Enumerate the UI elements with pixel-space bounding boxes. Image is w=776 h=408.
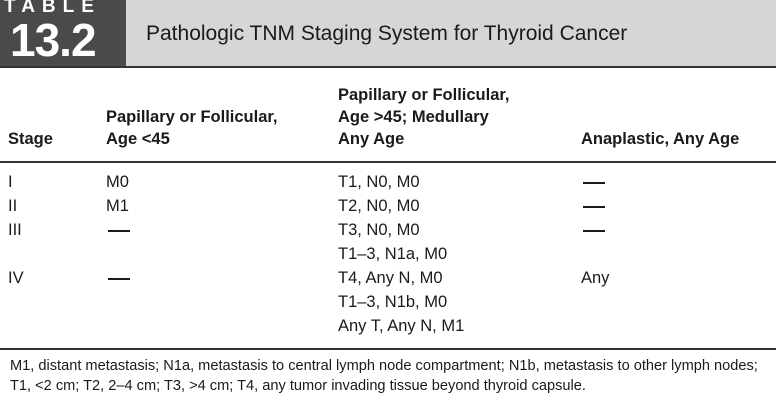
row-1-pf-young: M0 (106, 173, 129, 191)
row-3-anaplastic-dash (583, 230, 605, 232)
footnote: M1, distant metastasis; N1a, metastasis to central lymph node compartment; N1b, metastasis to other lymph nodes; T1, <2 cm; T2, 2–4 cm; T3, >4 cm; T4, any tumor invading tissue beyond thyroid capsule. (10, 358, 758, 394)
row-1-anaplastic-dash (583, 182, 605, 184)
header-pf-old-line3: Any Age (338, 130, 405, 148)
row-3-stage: III (8, 221, 22, 239)
row-2-pf-old-1: T2, N0, M0 (338, 197, 420, 215)
header-pf-young-line1: Papillary or Follicular, (106, 108, 278, 126)
header-pf-old-line1: Papillary or Follicular, (338, 86, 510, 104)
row-4-stage: IV (8, 269, 24, 287)
row-2-stage: II (8, 197, 18, 215)
row-1-pf-old-1: T1, N0, M0 (338, 173, 420, 191)
table-number: 13.2 (10, 14, 96, 66)
row-1-stage: I (8, 173, 13, 191)
row-4-anaplastic: Any (581, 269, 610, 287)
row-3-pf-old-1: T3, N0, M0 (338, 221, 420, 239)
row-4-pf-old-3: Any T, Any N, M1 (338, 317, 465, 335)
header-anaplastic: Anaplastic, Any Age (581, 130, 740, 148)
header-pf-old-line2: Age >45; Medullary (338, 108, 489, 126)
table-title: Pathologic TNM Staging System for Thyroid Cancer (146, 22, 628, 45)
top-rule (0, 66, 776, 68)
row-4-pf-old-2: T1–3, N1b, M0 (338, 293, 448, 311)
row-3-pf-old-2: T1–3, N1a, M0 (338, 245, 448, 263)
header-rule (0, 161, 776, 163)
row-2-anaplastic-dash (583, 206, 605, 208)
table-label-word: TABLE (4, 0, 101, 17)
row-3-pf-young-dash (108, 230, 130, 232)
table-badge (0, 0, 126, 66)
row-2-pf-young: M1 (106, 197, 129, 215)
row-4-pf-old-1: T4, Any N, M0 (338, 269, 443, 287)
row-4-pf-young-dash (108, 278, 130, 280)
bottom-rule (0, 348, 776, 350)
header-pf-young-line2: Age <45 (106, 130, 170, 148)
header-stage: Stage (8, 130, 53, 148)
